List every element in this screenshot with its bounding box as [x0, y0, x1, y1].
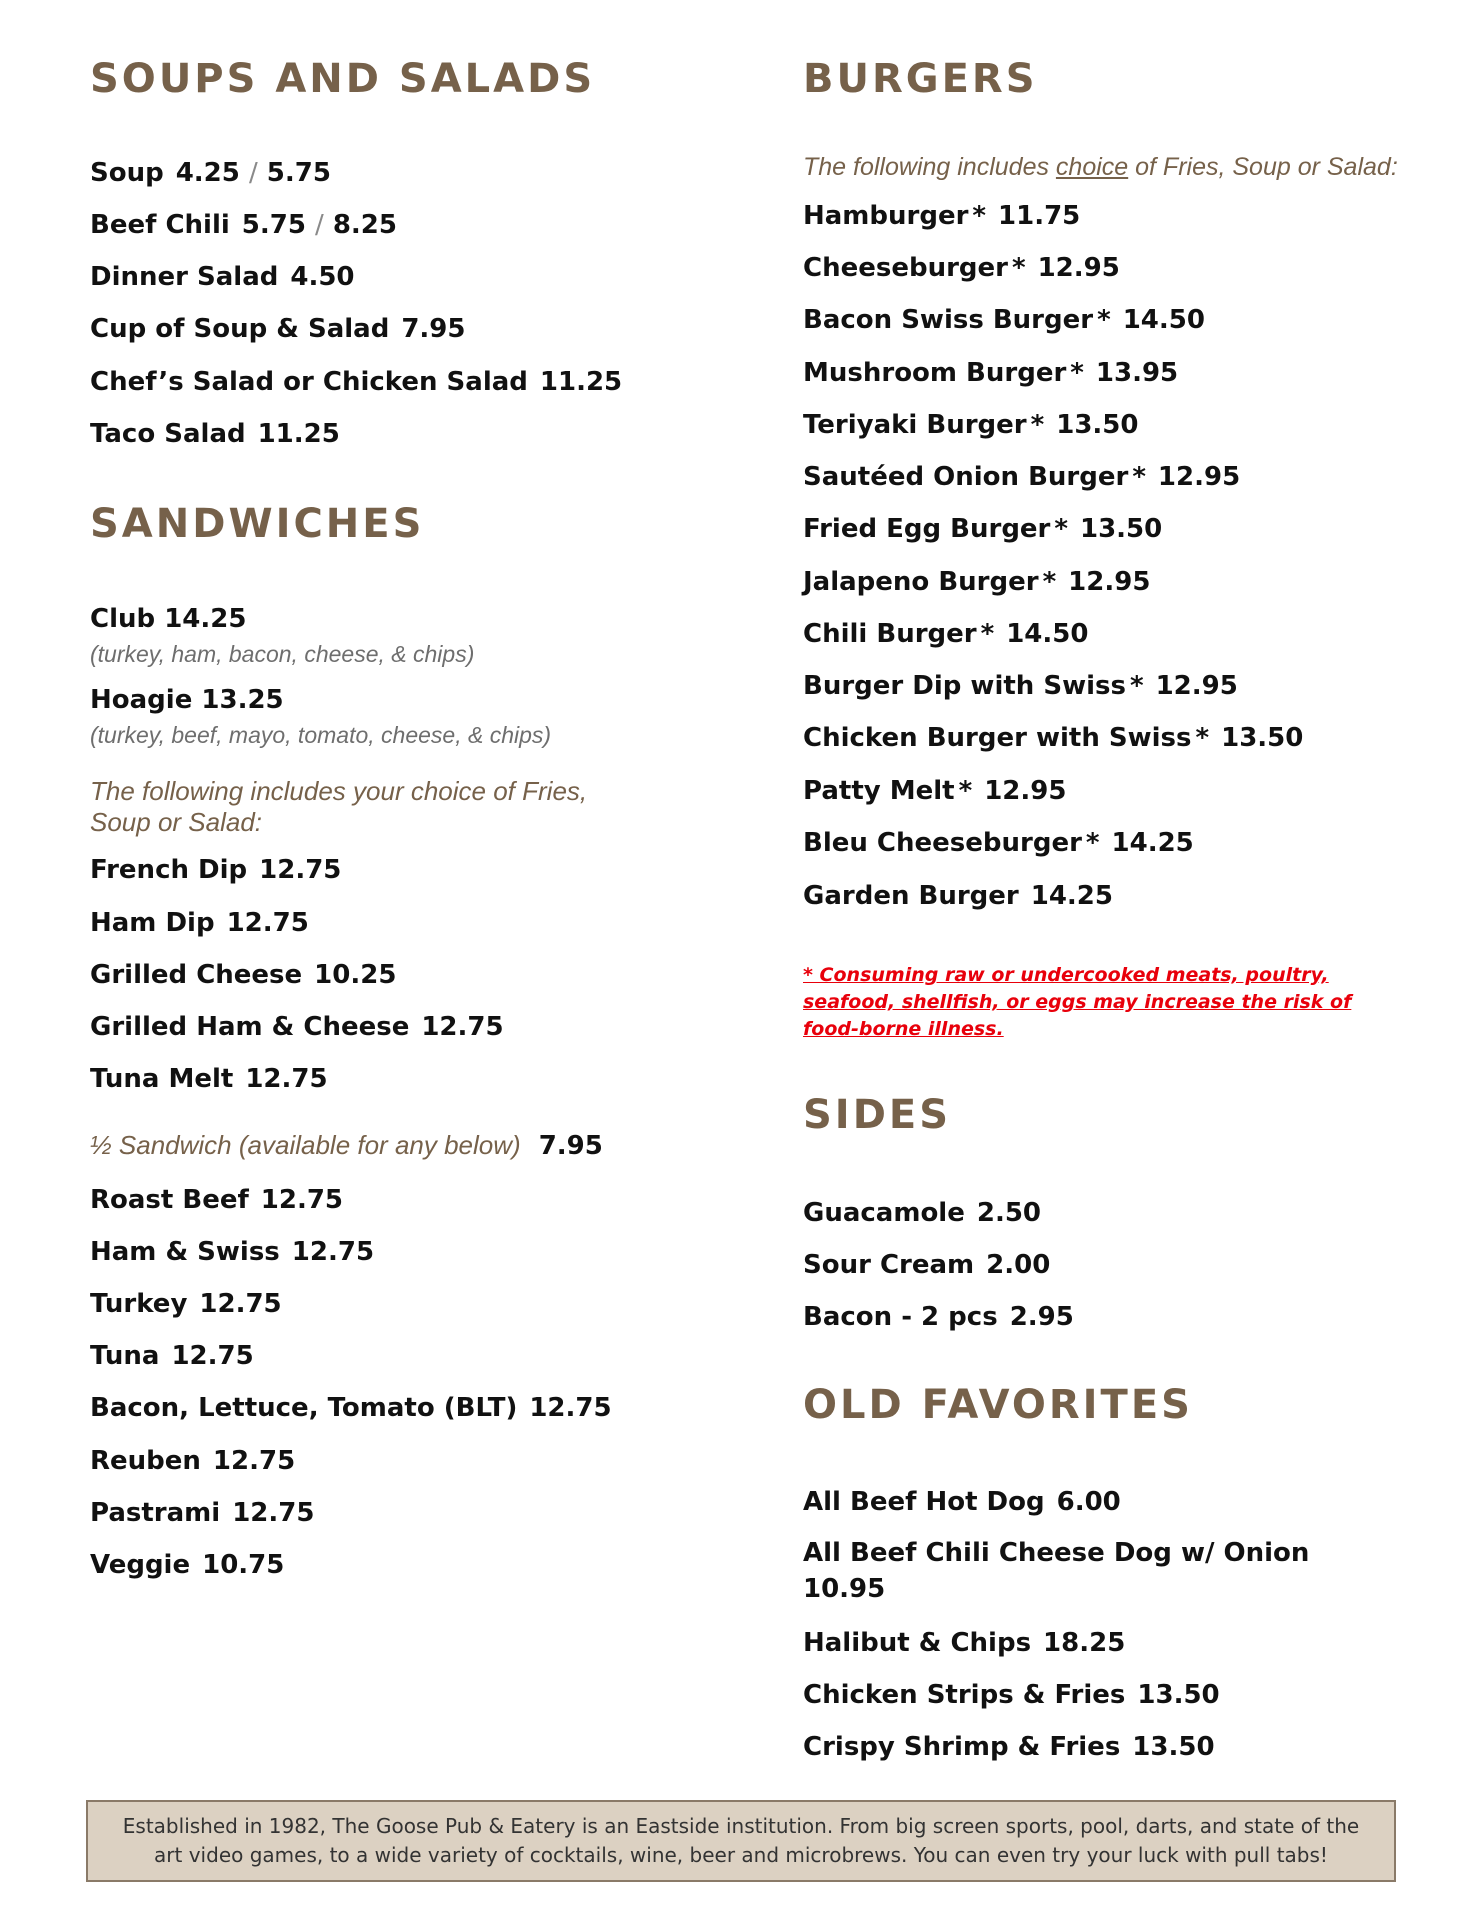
soups-salads-heading: SOUPS AND SALADS	[90, 56, 596, 102]
item-price: 6.00	[1056, 1487, 1121, 1517]
item-name: Cheeseburger	[803, 253, 1008, 283]
item-name: All Beef Chili Cheese Dog w/ Onion	[803, 1538, 1310, 1568]
menu-item-jalapeno-burger	[803, 566, 1150, 598]
item-price: 12.95	[1155, 671, 1238, 701]
item-price: 12.75	[226, 908, 309, 938]
item-name: Fried Egg Burger	[803, 514, 1051, 544]
menu-item-hoagie	[90, 684, 284, 716]
item-price: 2.00	[986, 1250, 1051, 1280]
item-name: Guacamole	[803, 1198, 965, 1228]
menu-item-hot-dog	[803, 1486, 1121, 1518]
raw-food-warning: * Consuming raw or undercooked meats, poultry, seafood, shellfish, or eggs may increase the risk of food-borne illness.	[803, 964, 1352, 1040]
item-name: French Dip	[90, 855, 248, 885]
item-price: 2.95	[1009, 1302, 1074, 1332]
item-price: 12.75	[421, 1012, 504, 1042]
menu-item-club	[90, 603, 246, 635]
note-text: The following includes	[803, 153, 1056, 181]
menu-item-french-dip	[90, 854, 341, 886]
menu-item-bleu-cheeseburger	[803, 827, 1194, 859]
note-text: of Fries, Soup or Salad:	[1128, 153, 1398, 181]
asterisk: *	[958, 776, 973, 806]
menu-item-reuben	[90, 1445, 295, 1477]
item-price: 13.50	[1221, 723, 1304, 753]
asterisk: *	[980, 619, 995, 649]
menu-item-chili-cheese-dog	[803, 1535, 1363, 1607]
item-price: 12.75	[291, 1237, 375, 1267]
item-price: 10.75	[202, 1550, 285, 1580]
item-price: 12.95	[984, 776, 1067, 806]
item-price: 12.75	[259, 855, 342, 885]
item-price: 5.75	[241, 210, 306, 240]
item-price: 2.50	[976, 1198, 1042, 1228]
item-name: Jalapeno Burger	[803, 567, 1039, 597]
menu-item-chili-burger	[803, 618, 1088, 650]
item-name: Club	[90, 604, 156, 634]
item-price: 11.25	[257, 419, 340, 449]
item-price-large: 8.25	[332, 210, 397, 240]
item-name: Chicken Burger with Swiss	[803, 723, 1192, 753]
item-price: 14.25	[1030, 881, 1113, 911]
asterisk: *	[1042, 567, 1057, 597]
item-name: Garden Burger	[803, 881, 1019, 911]
item-price: 14.25	[1111, 828, 1194, 858]
item-price: 14.50	[1006, 619, 1089, 649]
item-price: 13.50	[1056, 410, 1139, 440]
item-name: All Beef Hot Dog	[803, 1487, 1045, 1517]
item-name: Dinner Salad	[90, 262, 279, 292]
menu-item-pastrami	[90, 1497, 314, 1529]
menu-item-ham-swiss	[90, 1236, 374, 1268]
item-name: Tuna	[90, 1341, 160, 1371]
price-separator: /	[248, 158, 258, 188]
asterisk: *	[1011, 253, 1026, 283]
item-price: 14.25	[164, 604, 247, 634]
item-name: Mushroom Burger	[803, 358, 1067, 388]
menu-item-bacon-swiss-burger	[803, 304, 1205, 336]
item-name: Grilled Cheese	[90, 960, 303, 990]
menu-item-patty-melt	[803, 775, 1066, 807]
sandwich-choice-note	[90, 776, 690, 838]
footer-info-box	[86, 1800, 1396, 1882]
menu-item-sauteed-onion-burger	[803, 461, 1240, 493]
item-price: 14.50	[1122, 305, 1205, 335]
old-favorites-heading: OLD FAVORITES	[803, 1382, 1193, 1428]
item-name: Bacon, Lettuce, Tomato (BLT)	[90, 1393, 518, 1423]
note-line: Soup or Salad:	[90, 807, 263, 837]
menu-item-garden-burger	[803, 880, 1113, 912]
menu-item-soup	[90, 157, 331, 189]
item-name: Cup of Soup & Salad	[90, 314, 390, 344]
menu-item-taco-salad	[90, 418, 340, 450]
item-price: 12.75	[212, 1446, 296, 1476]
item-name: Veggie	[90, 1550, 191, 1580]
menu-item-grilled-ham-cheese	[90, 1011, 504, 1043]
burgers-heading: BURGERS	[803, 56, 1038, 102]
asterisk: *	[1085, 828, 1100, 858]
menu-item-sour-cream	[803, 1249, 1050, 1281]
asterisk: *	[1070, 358, 1084, 388]
item-name: Ham & Swiss	[90, 1237, 280, 1267]
item-name: Burger Dip with Swiss	[803, 671, 1126, 701]
item-price: 12.95	[1157, 462, 1241, 492]
menu-item-cup-soup-salad	[90, 313, 465, 345]
half-sandwich-price: 7.95	[538, 1131, 603, 1161]
item-price: 12.95	[1068, 567, 1151, 597]
price-separator: /	[315, 210, 324, 240]
club-description: (turkey, ham, bacon, cheese, & chips)	[90, 641, 475, 667]
asterisk: *	[1195, 723, 1210, 753]
item-name: Chili Burger	[803, 619, 977, 649]
item-price: 13.25	[201, 685, 284, 715]
item-name: Taco Salad	[90, 419, 246, 449]
item-price-large: 5.75	[266, 158, 331, 188]
item-price: 7.95	[401, 314, 466, 344]
burger-choice-note	[803, 152, 1398, 183]
sides-heading: SIDES	[803, 1092, 952, 1138]
item-price: 12.75	[171, 1341, 254, 1371]
menu-item-dinner-salad	[90, 261, 355, 293]
footer-text: Established in 1982, The Goose Pub & Eatery is an Eastside institution. From big screen sports, pool, darts, and state of the art video games, to a wide variety of cocktails, wine, beer and microbrews. You can even try your luck with pull tabs!	[122, 1814, 1360, 1867]
menu-item-roast-beef	[90, 1184, 343, 1216]
menu-item-fried-egg-burger	[803, 513, 1162, 545]
menu-item-hamburger	[803, 200, 1080, 232]
item-name: Pastrami	[90, 1498, 221, 1528]
item-name: Reuben	[90, 1446, 201, 1476]
item-price: 12.75	[245, 1064, 328, 1094]
item-name: Teriyaki Burger	[803, 410, 1027, 440]
menu-item-chefs-salad	[90, 366, 622, 398]
item-name: Bacon - 2 pcs	[803, 1302, 998, 1332]
menu-item-crispy-shrimp	[803, 1731, 1215, 1763]
menu-item-teriyaki-burger	[803, 409, 1138, 441]
half-sandwich-label: ½ Sandwich (available for any below)	[90, 1130, 521, 1160]
item-price: 10.95	[803, 1574, 886, 1604]
menu-item-turkey	[90, 1288, 282, 1320]
menu-item-bacon	[803, 1301, 1074, 1333]
item-name: Bleu Cheeseburger	[803, 828, 1082, 858]
menu-item-chicken-strips	[803, 1679, 1220, 1711]
item-name: Soup	[90, 158, 164, 188]
item-price: 13.50	[1132, 1732, 1215, 1762]
item-name: Chef’s Salad or Chicken Salad	[90, 367, 528, 397]
item-name: Hamburger	[803, 201, 969, 231]
menu-item-grilled-cheese	[90, 959, 396, 991]
item-price: 13.50	[1080, 514, 1163, 544]
item-name: Grilled Ham & Cheese	[90, 1012, 410, 1042]
asterisk: *	[1054, 514, 1068, 544]
menu-item-guacamole	[803, 1197, 1041, 1229]
sandwiches-heading: SANDWICHES	[90, 501, 425, 547]
item-price: 18.25	[1043, 1628, 1126, 1658]
item-price: 12.75	[529, 1393, 612, 1423]
item-name: Chicken Strips & Fries	[803, 1680, 1126, 1710]
item-name: Turkey	[90, 1289, 188, 1319]
item-price: 11.75	[998, 201, 1081, 231]
item-name: Ham Dip	[90, 908, 215, 938]
asterisk: *	[1129, 671, 1144, 701]
item-name: Hoagie	[90, 685, 193, 715]
item-name: Beef Chili	[90, 210, 230, 240]
item-price: 12.75	[232, 1498, 315, 1528]
asterisk: *	[972, 201, 987, 231]
item-price: 11.25	[539, 367, 623, 397]
menu-item-veggie	[90, 1549, 284, 1581]
hoagie-description: (turkey, beef, mayo, tomato, cheese, & chips)	[90, 722, 552, 748]
half-sandwich-note	[90, 1130, 603, 1161]
item-price: 13.50	[1137, 1680, 1220, 1710]
item-price: 12.75	[199, 1289, 282, 1319]
menu-item-tuna-melt	[90, 1063, 328, 1095]
item-name: Sautéed Onion Burger	[803, 462, 1129, 492]
item-price: 12.75	[260, 1185, 344, 1215]
item-name: Tuna Melt	[90, 1064, 234, 1094]
item-price: 4.50	[290, 262, 355, 292]
menu-item-tuna	[90, 1340, 254, 1372]
menu-item-beef-chili	[90, 209, 397, 241]
item-name: Roast Beef	[90, 1185, 249, 1215]
menu-item-blt	[90, 1392, 612, 1424]
item-price: 10.25	[314, 960, 397, 990]
note-underlined: choice	[1055, 153, 1129, 181]
asterisk: *	[1030, 410, 1045, 440]
menu-item-chicken-burger-swiss	[803, 722, 1303, 754]
menu-item-ham-dip	[90, 907, 309, 939]
item-name: Crispy Shrimp & Fries	[803, 1732, 1121, 1762]
asterisk: *	[1097, 305, 1111, 335]
item-name: Bacon Swiss Burger	[803, 305, 1094, 335]
menu-item-burger-dip-swiss	[803, 670, 1238, 702]
note-line: The following includes your choice of Fries,	[90, 776, 588, 806]
asterisk: *	[1132, 462, 1146, 492]
item-name: Patty Melt	[803, 776, 955, 806]
menu-item-cheeseburger	[803, 252, 1120, 284]
menu-item-halibut-chips	[803, 1627, 1125, 1659]
item-price: 4.25	[175, 158, 240, 188]
item-name: Sour Cream	[803, 1250, 975, 1280]
item-name: Halibut & Chips	[803, 1628, 1032, 1658]
item-price: 13.95	[1095, 358, 1179, 388]
item-price: 12.95	[1037, 253, 1120, 283]
menu-item-mushroom-burger	[803, 357, 1178, 389]
